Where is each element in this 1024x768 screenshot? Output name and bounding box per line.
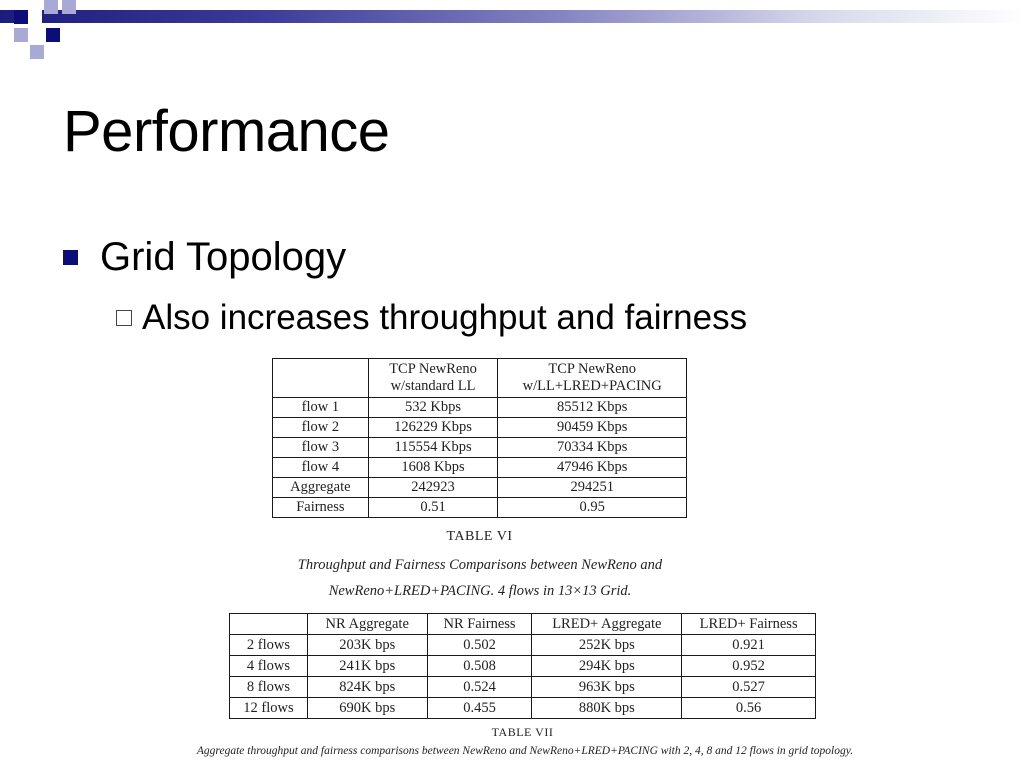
table-cell: 252K bps xyxy=(532,635,682,656)
table-cell: 47946 Kbps xyxy=(498,458,687,478)
table-row xyxy=(230,656,816,677)
table-header-cell: LRED+ Aggregate xyxy=(532,614,682,635)
table-cell: 880K bps xyxy=(532,698,682,719)
table-cell: 963K bps xyxy=(532,677,682,698)
table-cell: 0.95 xyxy=(498,498,687,518)
row-label: Fairness xyxy=(273,498,369,518)
table-header-cell: LRED+ Fairness xyxy=(682,614,816,635)
table-cell: 0.921 xyxy=(682,635,816,656)
table-cell: 294K bps xyxy=(532,656,682,677)
table-row xyxy=(230,635,816,656)
table-cell: 294251 xyxy=(498,478,687,498)
table-vi-label: TABLE VI xyxy=(446,529,513,544)
hollow-square-bullet-icon xyxy=(116,310,132,326)
sub-bullet-text: Also increases throughput and fairness xyxy=(142,298,748,337)
bullet-level2 xyxy=(116,296,747,340)
bullet-text: Grid Topology xyxy=(100,234,347,279)
table-row xyxy=(273,498,687,518)
table-row xyxy=(273,398,687,418)
row-label: 4 flows xyxy=(230,656,308,677)
table-cell: 70334 Kbps xyxy=(498,438,687,458)
bullet-level1 xyxy=(63,232,346,282)
table-cell: 241K bps xyxy=(307,656,427,677)
table-cell: 0.508 xyxy=(427,656,532,677)
table-row xyxy=(273,478,687,498)
row-label: Aggregate xyxy=(273,478,369,498)
caption-line: Throughput and Fairness Comparisons between NewReno and xyxy=(297,557,663,573)
table-header-cell: NR Aggregate xyxy=(307,614,427,635)
table-header-row xyxy=(273,359,687,398)
row-label: 2 flows xyxy=(230,635,308,656)
table-vi xyxy=(272,358,687,518)
table-row xyxy=(273,458,687,478)
table-cell: 242923 xyxy=(368,478,498,498)
table-vii-caption: Aggregate throughput and fairness comparisons between NewReno and NewReno+LRED+PACING with 2, 4, 8 and 12 flows in grid topology. xyxy=(196,745,854,757)
table-cell: 85512 Kbps xyxy=(498,398,687,418)
square-bullet-icon xyxy=(63,250,78,265)
table-row xyxy=(273,418,687,438)
table-header-row xyxy=(230,614,816,635)
row-label: 8 flows xyxy=(230,677,308,698)
table-cell: 0.952 xyxy=(682,656,816,677)
header-gradient-band xyxy=(0,10,1024,23)
table-header-cell: TCP NewReno w/standard LL xyxy=(368,359,498,398)
table-header-cell xyxy=(230,614,308,635)
table-header-cell: TCP NewReno w/LL+LRED+PACING xyxy=(498,359,687,398)
table-cell: 0.502 xyxy=(427,635,532,656)
table-cell: 0.56 xyxy=(682,698,816,719)
row-label: flow 4 xyxy=(273,458,369,478)
table-header-cell xyxy=(273,359,369,398)
table-cell: 0.455 xyxy=(427,698,532,719)
table-header-cell: NR Fairness xyxy=(427,614,532,635)
table-row xyxy=(230,698,816,719)
caption-line: NewReno+LRED+PACING. 4 flows in 13×13 Grid. xyxy=(328,583,632,599)
row-label: flow 3 xyxy=(273,438,369,458)
table-cell: 126229 Kbps xyxy=(368,418,498,438)
table-cell: 0.51 xyxy=(368,498,498,518)
table-cell: 203K bps xyxy=(307,635,427,656)
row-label: flow 1 xyxy=(273,398,369,418)
table-cell: 0.524 xyxy=(427,677,532,698)
table-cell: 90459 Kbps xyxy=(498,418,687,438)
row-label: flow 2 xyxy=(273,418,369,438)
table-cell: 532 Kbps xyxy=(368,398,498,418)
table-cell: 690K bps xyxy=(307,698,427,719)
slide-title: Performance xyxy=(63,99,390,164)
table-vi-caption xyxy=(230,552,730,604)
table-cell: 1608 Kbps xyxy=(368,458,498,478)
table-row xyxy=(230,677,816,698)
table-vii-label: TABLE VII xyxy=(491,725,554,739)
table-cell: 115554 Kbps xyxy=(368,438,498,458)
table-vii xyxy=(229,613,816,719)
table-cell: 0.527 xyxy=(682,677,816,698)
row-label: 12 flows xyxy=(230,698,308,719)
table-row xyxy=(273,438,687,458)
table-cell: 824K bps xyxy=(307,677,427,698)
